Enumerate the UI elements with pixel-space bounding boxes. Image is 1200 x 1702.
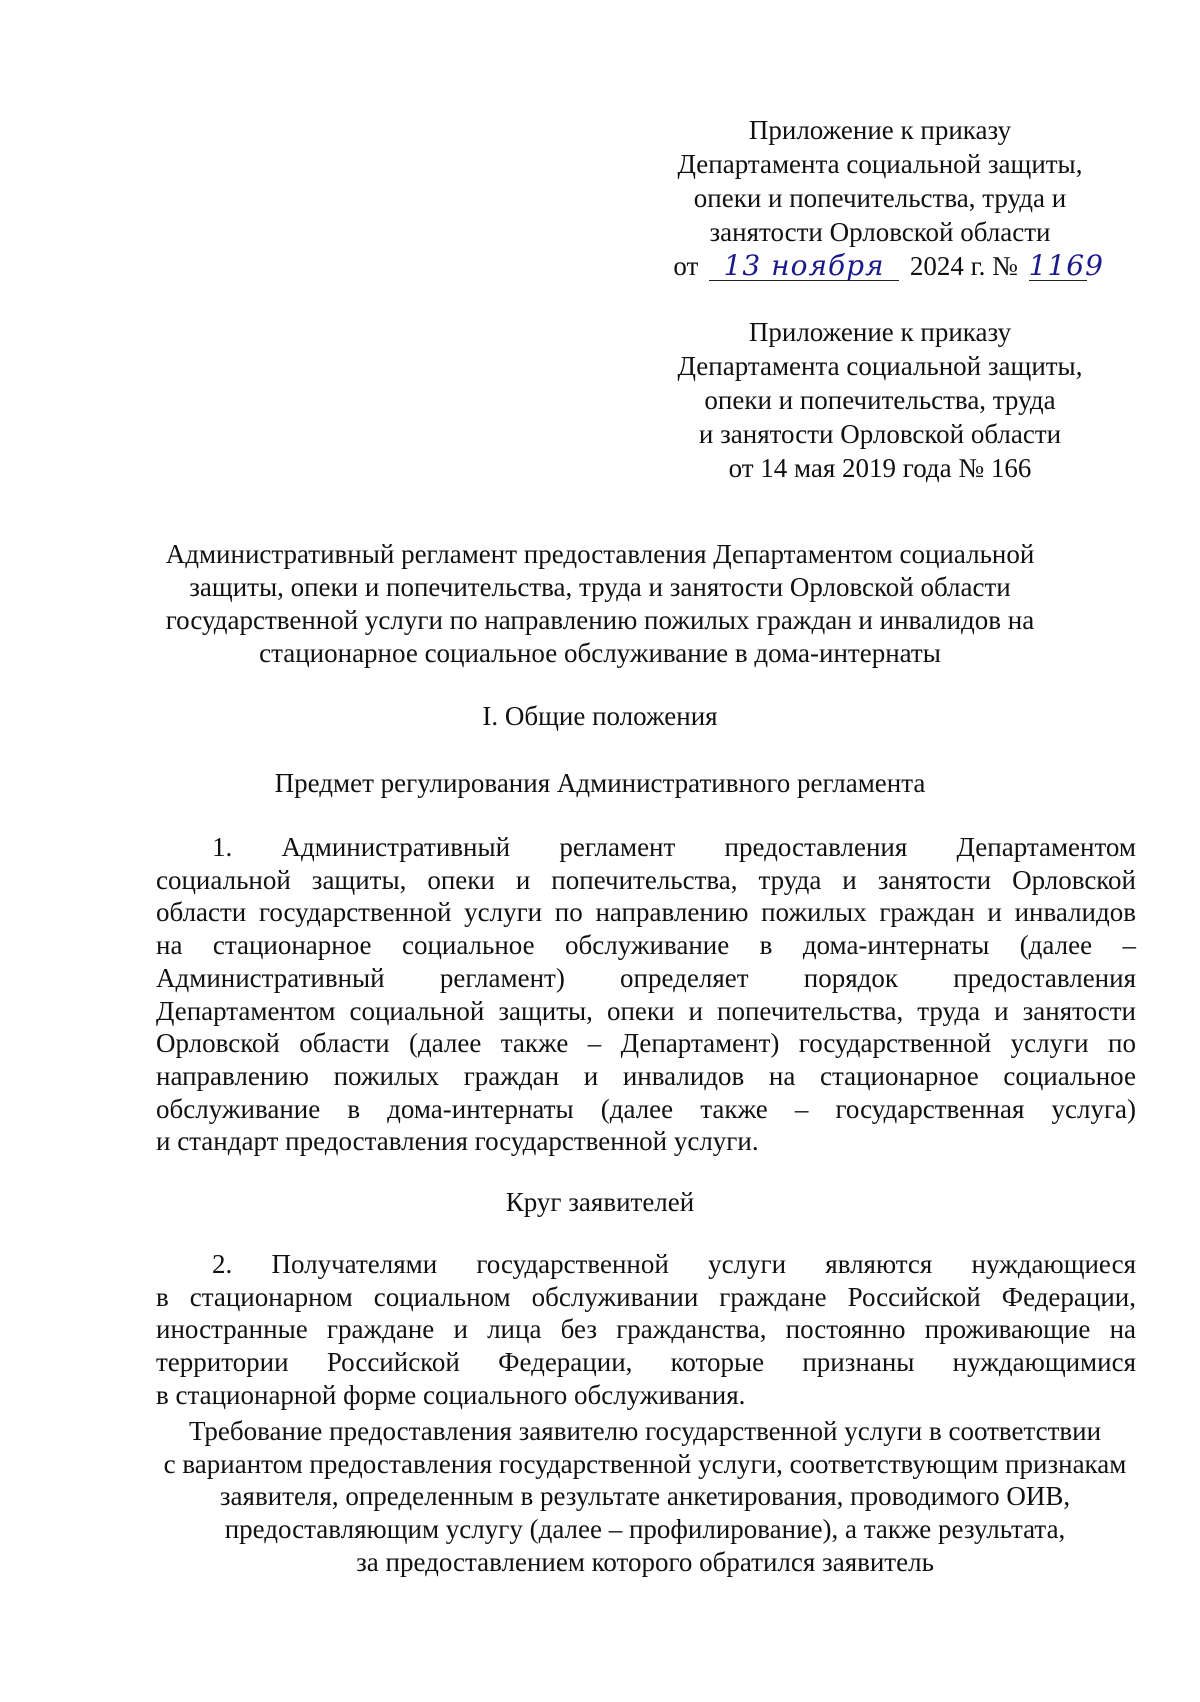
paragraph-line: Орловской области (далее также – Департамент) государственной услуги по (156, 1028, 1136, 1059)
title-line: Административный регламент предоставления Департаментом социальной (165, 539, 1035, 569)
paragraph-line: в стационарной форме социального обслуживания. (156, 1379, 746, 1410)
appendix-line: Приложение к приказу (748, 115, 1012, 145)
requirement-line: Требование предоставления заявителю государственной услуги в соответствии (188, 1416, 1102, 1446)
appendix-line: Департамента социальной защиты, (677, 149, 1083, 179)
appendix-line: опеки и попечительства, труда и (693, 183, 1067, 213)
requirement-line: заявителя, определенным в результате анкетирования, проводимого ОИВ, (219, 1481, 1071, 1512)
year-number-label: 2024 г. № (909, 251, 1018, 281)
appendix-current-order (640, 113, 1120, 283)
requirement-line: предоставляющим услугу (далее – профилирование), а также результата, (224, 1514, 1066, 1545)
paragraph-line: на стационарное социальное обслуживание в дома-интернаты (далее – (156, 930, 1136, 961)
handwritten-date: 13 ноября (723, 249, 885, 282)
subsection-heading-subject: Предмет регулирования Административного регламента (274, 768, 926, 798)
appendix-line: и занятости Орловской области (698, 419, 1062, 449)
requirement-line: с вариантом предоставления государственной услуги, соответствующим признакам (163, 1448, 1127, 1479)
order-date-line (640, 249, 1120, 283)
paragraph-1 (156, 831, 1136, 1158)
appendix-line: от 14 мая 2019 года № 166 (728, 453, 1032, 483)
paragraph-2 (156, 1248, 1136, 1412)
appendix-line: опеки и попечительства, труда (704, 385, 1056, 415)
appendix-line: Приложение к приказу (748, 317, 1012, 347)
date-blank (709, 249, 899, 282)
requirement-line: за предоставлением которого обратился заявитель (356, 1546, 934, 1577)
date-prefix: от (673, 251, 699, 281)
section-heading-general: I. Общие положения (482, 701, 718, 731)
paragraph-line: в стационарном социальном обслуживании граждане Российской Федерации, (156, 1281, 1136, 1312)
paragraph-line: обслуживание в дома-интернаты (далее также – государственная услуга) (156, 1093, 1136, 1124)
appendix-line: Департамента социальной защиты, (677, 351, 1083, 381)
paragraph-line: области государственной услуги по направлению пожилых граждан и инвалидов (156, 897, 1136, 928)
title-line: защиты, опеки и попечительства, труда и занятости Орловской области (189, 572, 1011, 602)
title-line: государственной услуги по направлению пожилых граждан и инвалидов на (165, 605, 1035, 635)
appendix-line: занятости Орловской области (709, 217, 1051, 247)
paragraph-line: Департаментом социальной защиты, опеки и попечительства, труда и занятости (156, 995, 1136, 1026)
subsection-heading-applicants: Круг заявителей (505, 1187, 695, 1217)
requirement-heading (150, 1415, 1140, 1579)
appendix-previous-order (640, 315, 1120, 485)
paragraph-line: направлению пожилых граждан и инвалидов на стационарное социальное (156, 1060, 1136, 1091)
paragraph-line: Административный регламент) определяет порядок предоставления (156, 962, 1136, 993)
handwritten-number: 1169 (1028, 249, 1104, 282)
paragraph-line: 1. Административный регламент предоставления Департаментом (212, 832, 1136, 862)
paragraph-line: и стандарт предоставления государственной услуги. (156, 1126, 759, 1157)
title-line: стационарное социальное обслуживание в дома-интернаты (259, 638, 941, 668)
paragraph-line: 2. Получателями государственной услуги являются нуждающиеся (212, 1249, 1136, 1279)
paragraph-line: иностранные граждане и лица без гражданства, постоянно проживающие на (156, 1314, 1136, 1345)
paragraph-line: территории Российской Федерации, которые признаны нуждающимися (156, 1347, 1136, 1378)
paragraph-line: социальной защиты, опеки и попечительства, труда и занятости Орловской (156, 864, 1136, 895)
number-blank (1028, 249, 1104, 282)
document-title (150, 538, 1050, 670)
